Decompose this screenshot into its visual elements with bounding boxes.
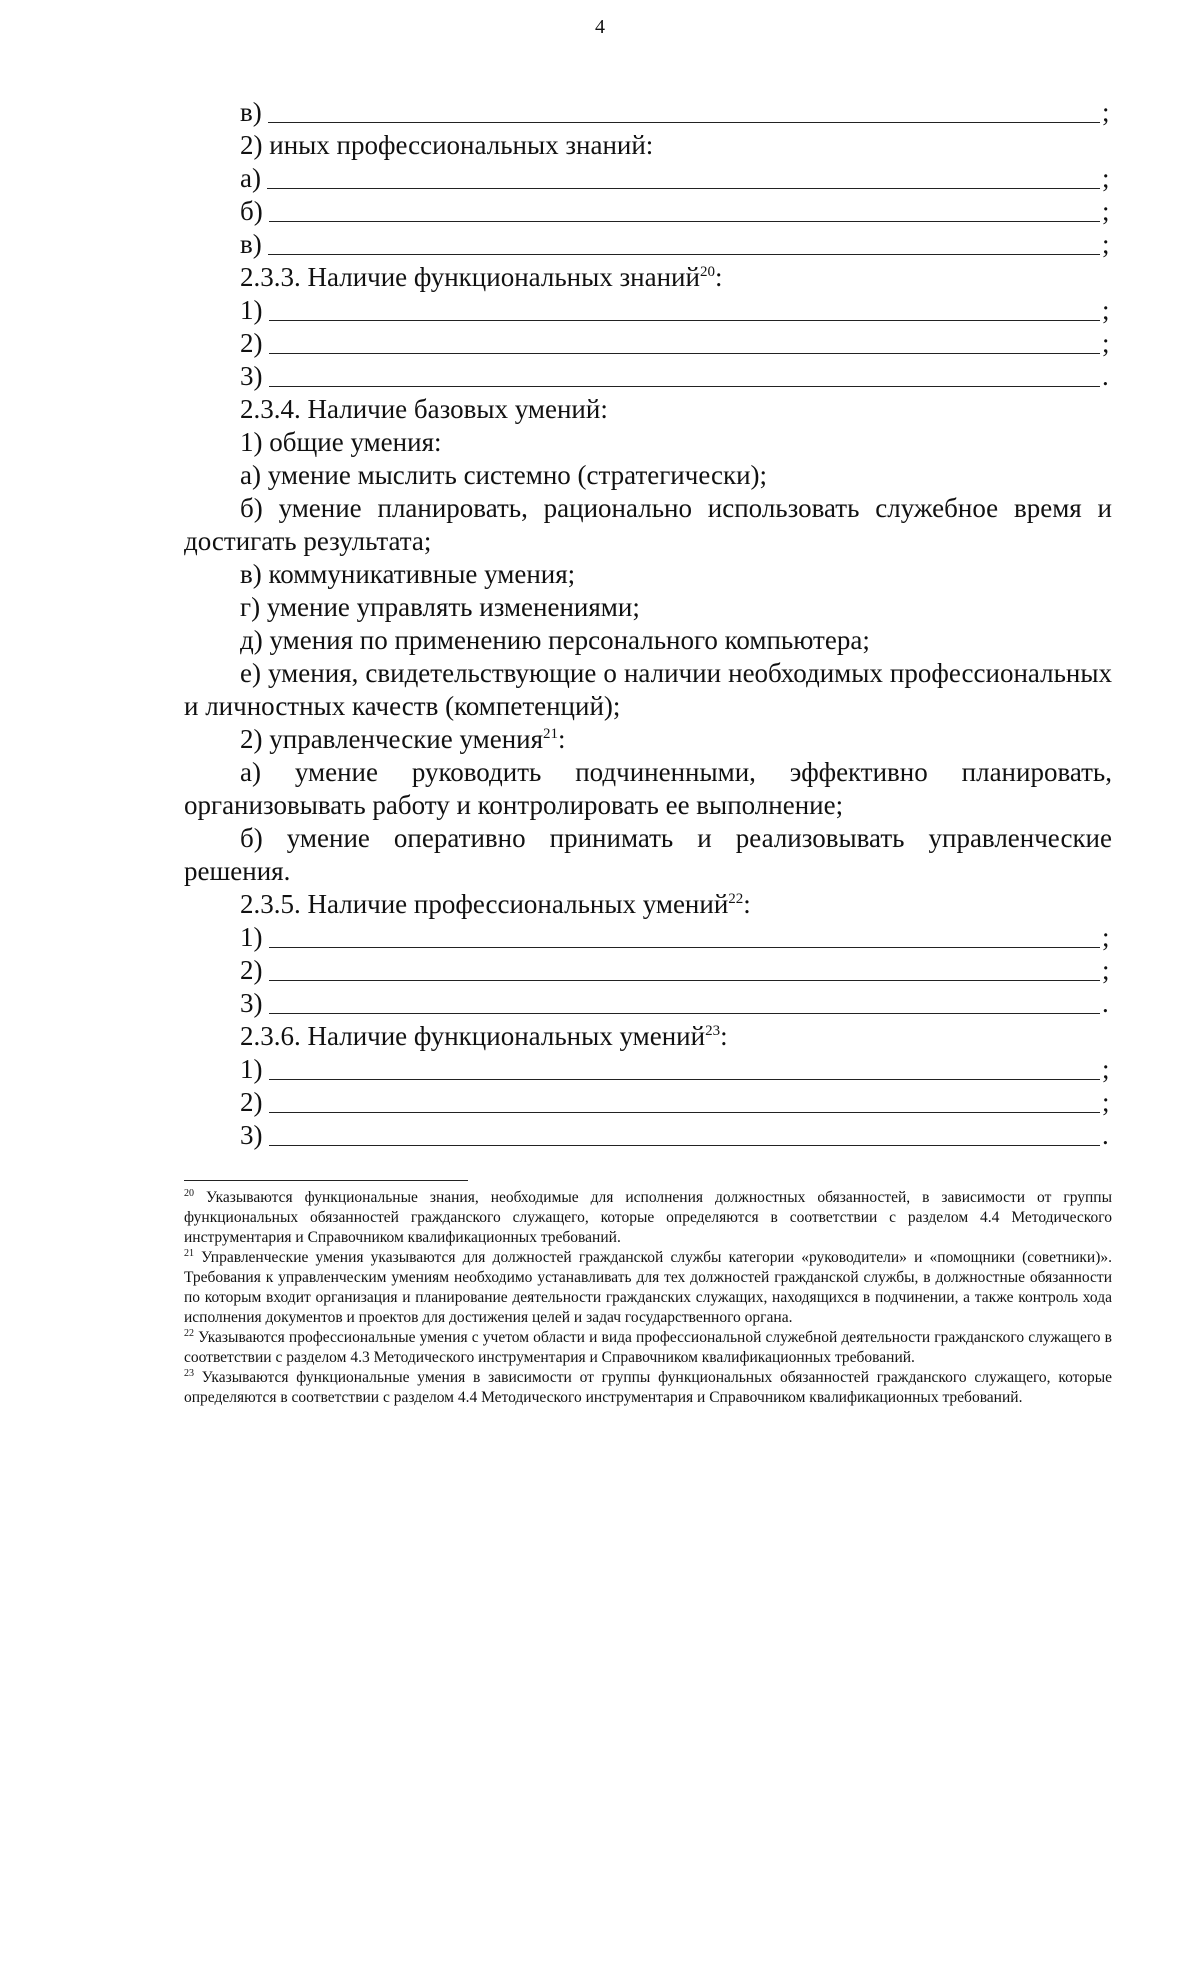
other-knowledge-heading: 2) иных профессиональных знаний: [240, 130, 654, 160]
skill-a: а) умение мыслить системно (стратегически); [240, 460, 768, 490]
blank-item-v [184, 228, 1112, 261]
heading-colon: : [714, 262, 723, 292]
item-label: б) [240, 196, 263, 226]
heading-text: 2.3.6. Наличие функциональных умений [240, 1021, 706, 1051]
item-punct: ; [1102, 229, 1110, 259]
blank-item-a [184, 162, 1112, 195]
skill-v: в) коммуникативные умения; [240, 559, 576, 589]
item-punct: . [1102, 361, 1109, 391]
footnote-text: Управленческие умения указываются для должностей гражданской службы категории «руководители» и «помощники (советники)». Требования к управленческим умениям необходимо устанавливать для тех должностей гражданской службы, в должностные обязанности по которым входит организация и планирование деятельности гражданских служащих, находящихся в подчинении, а также контроль хода исполнения документов и проектов для достижения целей и задач государственного органа. [184, 1249, 1112, 1326]
item-label: 2) [240, 1087, 263, 1117]
footnote-number: 21 [184, 1247, 194, 1259]
footnote-21 [184, 1248, 1112, 1328]
professional-skills-heading [184, 888, 1112, 921]
managerial-skill-b: б) умение оперативно принимать и реализовывать управленческие решения. [184, 823, 1112, 886]
base-skills-heading: 2.3.4. Наличие базовых умений: [240, 394, 608, 424]
footnote-20 [184, 1188, 1112, 1248]
footnote-ref: 21 [543, 726, 559, 742]
blank-item-2 [184, 1086, 1112, 1119]
blank-item-2 [184, 327, 1112, 360]
footnotes [184, 1188, 1112, 1408]
functional-knowledge-heading [184, 261, 1112, 294]
footnote-number: 22 [184, 1327, 194, 1339]
item-label: 3) [240, 361, 263, 391]
footnote-text: Указываются профессиональные умения с учетом области и вида профессиональной служебной деятельности гражданского служащего в соответствии с разделом 4.3 Методического инструментария и Справочником квалификационных требований. [184, 1329, 1112, 1366]
heading-text: 2.3.3. Наличие функциональных знаний [240, 262, 700, 292]
blank-item-3 [184, 1119, 1112, 1152]
managerial-skill-a: а) умение руководить подчиненными, эффективно планировать, организовывать работу и контролировать ее выполнение; [184, 757, 1112, 820]
blank-item-v-top [184, 96, 1112, 129]
functional-skills-heading [184, 1020, 1112, 1053]
item-punct: ; [1102, 922, 1110, 952]
blank-item-1 [184, 1053, 1112, 1086]
item-punct: . [1102, 988, 1109, 1018]
fill-in-line[interactable] [269, 319, 1101, 321]
blank-item-1 [184, 294, 1112, 327]
blank-item-2 [184, 954, 1112, 987]
footnote-text: Указываются функциональные знания, необходимые для исполнения должностных обязанностей, в зависимости от группы функциональных обязанностей гражданского служащего, которые определяются в соответствии с разделом 4.4 Методического инструментария и Справочником квалификационных требований. [184, 1189, 1112, 1246]
managerial-skills-heading [184, 723, 1112, 756]
footnote-separator [184, 1180, 468, 1181]
heading-colon: : [558, 724, 566, 754]
fill-in-line[interactable] [269, 1012, 1101, 1014]
page-number: 4 [595, 16, 605, 38]
footnote-23 [184, 1368, 1112, 1408]
item-label: 1) [240, 922, 263, 952]
item-label: в) [240, 229, 262, 259]
fill-in-line[interactable] [269, 946, 1101, 948]
item-label: 2) [240, 328, 263, 358]
item-punct: ; [1102, 97, 1110, 127]
item-punct: ; [1102, 163, 1110, 193]
skill-g: г) умение управлять изменениями; [240, 592, 640, 622]
blank-item-1 [184, 921, 1112, 954]
heading-text: 2.3.5. Наличие профессиональных умений [240, 889, 729, 919]
item-punct: ; [1102, 295, 1110, 325]
footnote-text: Указываются функциональные умения в зависимости от группы функциональных обязанностей гражданского служащего, которые определяются в соответствии с разделом 4.4 Методического инструментария и Справочником квалификационных требований. [184, 1369, 1112, 1406]
footnote-ref: 20 [699, 264, 715, 280]
item-punct: . [1102, 1120, 1109, 1150]
footnote-ref: 23 [705, 1023, 721, 1039]
item-label: 1) [240, 1054, 263, 1084]
footnote-number: 20 [184, 1187, 194, 1199]
footnote-number: 23 [184, 1367, 194, 1379]
item-label: 1) [240, 295, 263, 325]
fill-in-line[interactable] [269, 385, 1101, 387]
footnote-ref: 22 [728, 891, 744, 907]
item-label: в) [240, 97, 262, 127]
item-punct: ; [1102, 196, 1110, 226]
fill-in-line[interactable] [269, 1144, 1101, 1146]
fill-in-line[interactable] [269, 1078, 1101, 1080]
general-skills-heading: 1) общие умения: [240, 427, 442, 457]
item-label: 2) [240, 955, 263, 985]
item-punct: ; [1102, 1054, 1110, 1084]
fill-in-line[interactable] [268, 253, 1100, 255]
skill-b: б) умение планировать, рационально использовать служебное время и достигать результата; [184, 493, 1112, 556]
blank-item-3 [184, 987, 1112, 1020]
skill-e: е) умения, свидетельствующие о наличии необходимых профессиональных и личностных качеств (компетенций); [184, 658, 1112, 721]
heading-text: 2) управленческие умения [240, 724, 544, 754]
item-label: 3) [240, 1120, 263, 1150]
fill-in-line[interactable] [269, 352, 1101, 354]
item-punct: ; [1102, 328, 1110, 358]
item-label: 3) [240, 988, 263, 1018]
fill-in-line[interactable] [269, 1111, 1101, 1113]
item-punct: ; [1102, 1087, 1110, 1117]
fill-in-line[interactable] [269, 979, 1101, 981]
heading-colon: : [720, 1021, 728, 1051]
fill-in-line[interactable] [268, 121, 1100, 123]
fill-in-line[interactable] [267, 187, 1100, 189]
footnote-22 [184, 1328, 1112, 1368]
heading-colon: : [743, 889, 751, 919]
document-body [184, 96, 1112, 1152]
fill-in-line[interactable] [269, 220, 1100, 222]
skill-d: д) умения по применению персонального компьютера; [240, 625, 870, 655]
blank-item-3 [184, 360, 1112, 393]
item-punct: ; [1102, 955, 1110, 985]
blank-item-b [184, 195, 1112, 228]
item-label: а) [240, 163, 261, 193]
